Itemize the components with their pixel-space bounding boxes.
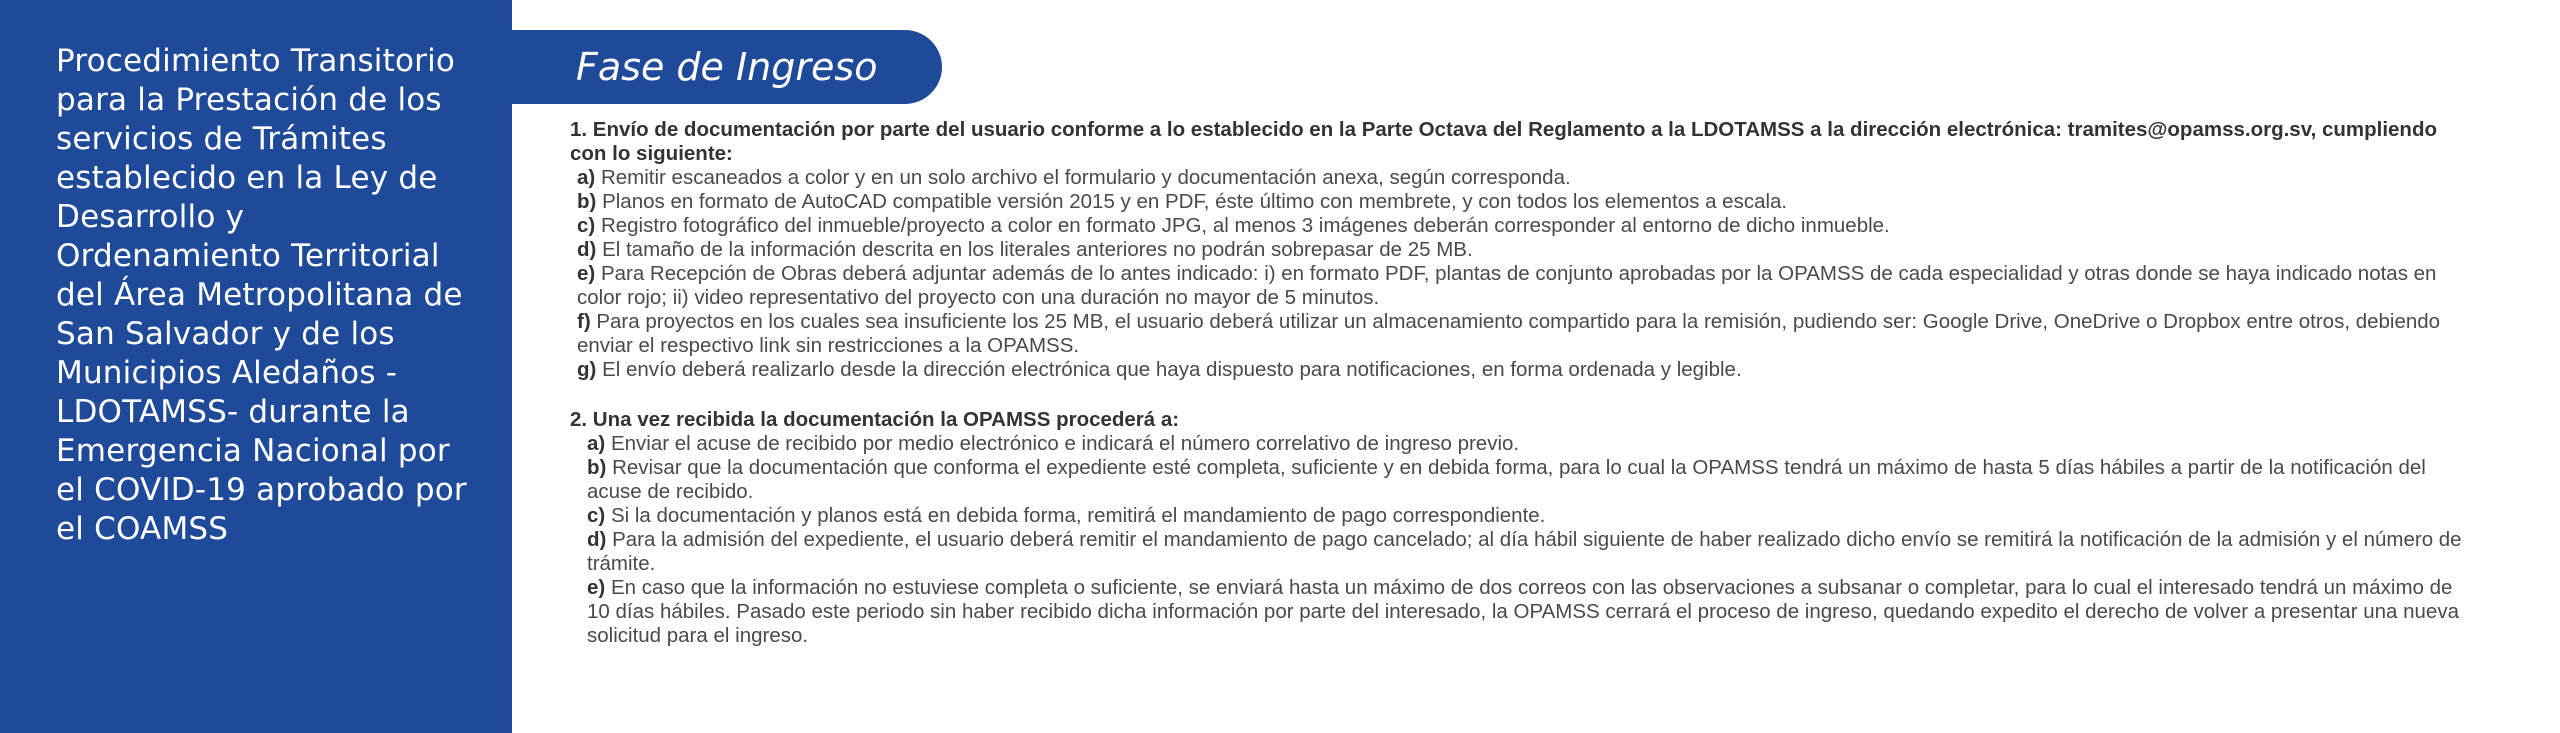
item-text: Planos en formato de AutoCAD compatible versión 2015 y en PDF, éste último con membrete, y con todos los elementos a escala. [602, 190, 1788, 213]
phase-title: Fase de Ingreso [576, 45, 878, 89]
list-item [587, 432, 2470, 456]
list-item [577, 166, 2470, 190]
list-item [577, 262, 2470, 310]
list-item [577, 310, 2470, 358]
item-letter: a) [587, 432, 606, 455]
item-text: Registro fotográfico del inmueble/proyecto a color en formato JPG, al menos 3 imágenes deberán corresponder al entorno de dicho inmueble. [600, 214, 1890, 237]
item-text: El tamaño de la información descrita en los literales anteriores no podrán sobrepasar de 25 MB. [602, 238, 1473, 261]
main-content [570, 118, 2470, 648]
section-2-list [570, 432, 2470, 648]
item-letter: c) [587, 504, 606, 527]
sidebar-panel [0, 0, 512, 733]
item-text: El envío deberá realizarlo desde la dirección electrónica que haya dispuesto para notificaciones, en forma ordenada y legible. [602, 358, 1742, 381]
list-item [577, 214, 2470, 238]
list-item [577, 190, 2470, 214]
item-text: Para Recepción de Obras deberá adjuntar además de lo antes indicado: i) en formato PDF, plantas de conjunto aprobadas por la OPAMSS de cada especialidad y otras donde se haya indicado notas en color rojo; ii) video representativo del proyecto con una duración no mayor de 5 minutos. [577, 262, 2437, 309]
section-1-heading: 1. Envío de documentación por parte del usuario conforme a lo establecido en la Parte Octava del Reglamento a la LDOTAMSS a la dirección electrónica: tramites@opamss.org.sv, cumpliendo con lo siguiente: [570, 118, 2438, 165]
item-letter: e) [577, 262, 596, 285]
item-letter: d) [577, 238, 597, 261]
document-title: Procedimiento Transitorio para la Prestación de los servicios de Trámites establecido en la Ley de Desarrollo y Ordenamiento Territorial del Área Metropolitana de San Salvador y de los Municipios Aledaños -LDOTAMSS- durante la Emergencia Nacional por el COVID-19 aprobado por el COAMSS [56, 43, 467, 547]
item-letter: b) [587, 456, 607, 479]
item-text: Si la documentación y planos está en debida forma, remitirá el mandamiento de pago correspondiente. [610, 504, 1546, 527]
list-item [587, 528, 2470, 576]
section-1 [570, 118, 2470, 382]
section-2 [570, 408, 2470, 648]
list-item [577, 358, 2470, 382]
item-letter: f) [577, 310, 591, 333]
list-item [587, 504, 2470, 528]
item-text: Enviar el acuse de recibido por medio electrónico e indicará el número correlativo de ingreso previo. [610, 432, 1520, 455]
item-letter: g) [577, 358, 597, 381]
section-2-heading: 2. Una vez recibida la documentación la OPAMSS procederá a: [570, 408, 1180, 431]
item-letter: d) [587, 528, 607, 551]
list-item [577, 238, 2470, 262]
item-text: Remitir escaneados a color y en un solo archivo el formulario y documentación anexa, según corresponda. [600, 166, 1571, 189]
list-item [587, 456, 2470, 504]
phase-banner [512, 30, 942, 104]
item-letter: a) [577, 166, 596, 189]
item-letter: c) [577, 214, 596, 237]
item-text: Para proyectos en los cuales sea insuficiente los 25 MB, el usuario deberá utilizar un almacenamiento compartido para la remisión, pudiendo ser: Google Drive, OneDrive o Dropbox entre otros, debiendo enviar el respectivo link sin restricciones a la OPAMSS. [577, 310, 2441, 357]
item-letter: e) [587, 576, 606, 599]
item-text: En caso que la información no estuviese completa o suficiente, se enviará hasta un máximo de dos correos con las observaciones a subsanar o completar, para lo cual el interesado tendrá un máximo de 10 días hábiles. Pasado este periodo sin haber recibido dicha información por parte del interesado, la OPAMSS cerrará el proceso de ingreso, quedando expedito el derecho de volver a presentar una nueva solicitud para el ingreso. [587, 576, 2459, 647]
section-1-list [570, 166, 2470, 382]
item-letter: b) [577, 190, 597, 213]
list-item [587, 576, 2470, 648]
item-text: Para la admisión del expediente, el usuario deberá remitir el mandamiento de pago cancelado; al día hábil siguiente de haber realizado dicho envío se remitirá la notificación de la admisión y el número de trámite. [587, 528, 2462, 575]
item-text: Revisar que la documentación que conforma el expediente esté completa, suficiente y en debida forma, para lo cual la OPAMSS tendrá un máximo de hasta 5 días hábiles a partir de la notificación del acuse de recibido. [587, 456, 2426, 503]
